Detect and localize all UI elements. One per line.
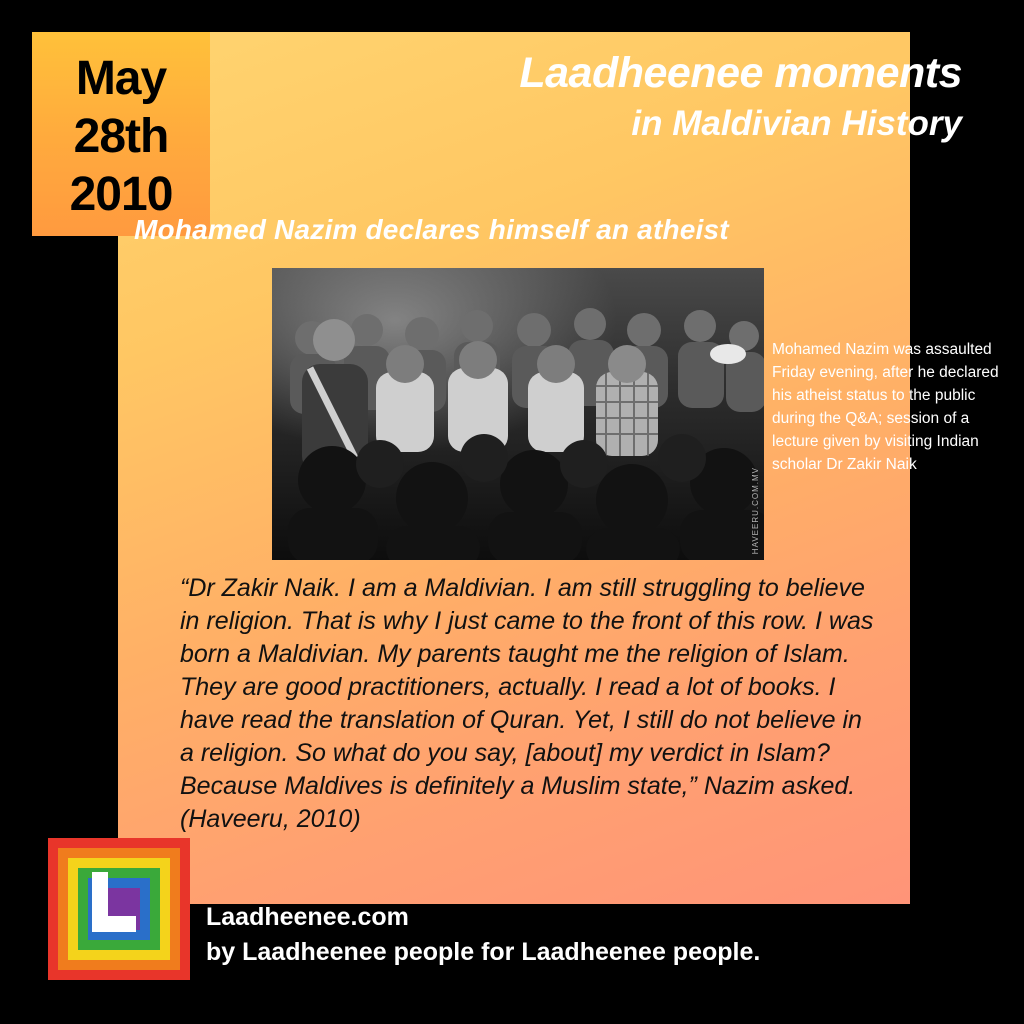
- footer-site: Laadheenee.com: [206, 903, 409, 931]
- footer-tagline: by Laadheenee people for Laadheenee people.: [206, 938, 761, 966]
- footer: [206, 900, 760, 970]
- audience-photo: [272, 268, 764, 560]
- headline: Mohamed Nazim declares himself an atheist: [134, 214, 729, 245]
- header-title-group: [519, 48, 962, 146]
- date-line-year: 2010: [69, 168, 173, 221]
- date-block: [32, 32, 210, 236]
- date-line-month: May: [75, 52, 167, 105]
- page-title: Laadheenee moments: [519, 49, 962, 97]
- photo-credit: HAVEERU.COM.MV: [751, 466, 760, 554]
- page-subtitle: in Maldivian History: [631, 104, 962, 143]
- date-line-day: 28th: [73, 110, 169, 163]
- quote-text: “Dr Zakir Naik. I am a Maldivian. I am still struggling to believe in religion. That is why I just came to the front of this row. I was born a Maldivian. My parents taught me the religion of Islam. They are good practitioners, actually. I read a lot of books. I have read the translation of Quran. Yet, I still do not believe in a religion. So what do you say, [about] my verdict in Islam? Because Maldives is definitely a Muslim state,” Nazim asked. (Haveeru, 2010): [180, 574, 874, 833]
- laadheenee-logo: [48, 838, 190, 980]
- photo-caption: Mohamed Nazim was assaulted Friday evening, after he declared his atheist status to the public during the Q&A; session of a lecture given by visiting Indian scholar Dr Zakir Naik: [772, 341, 999, 473]
